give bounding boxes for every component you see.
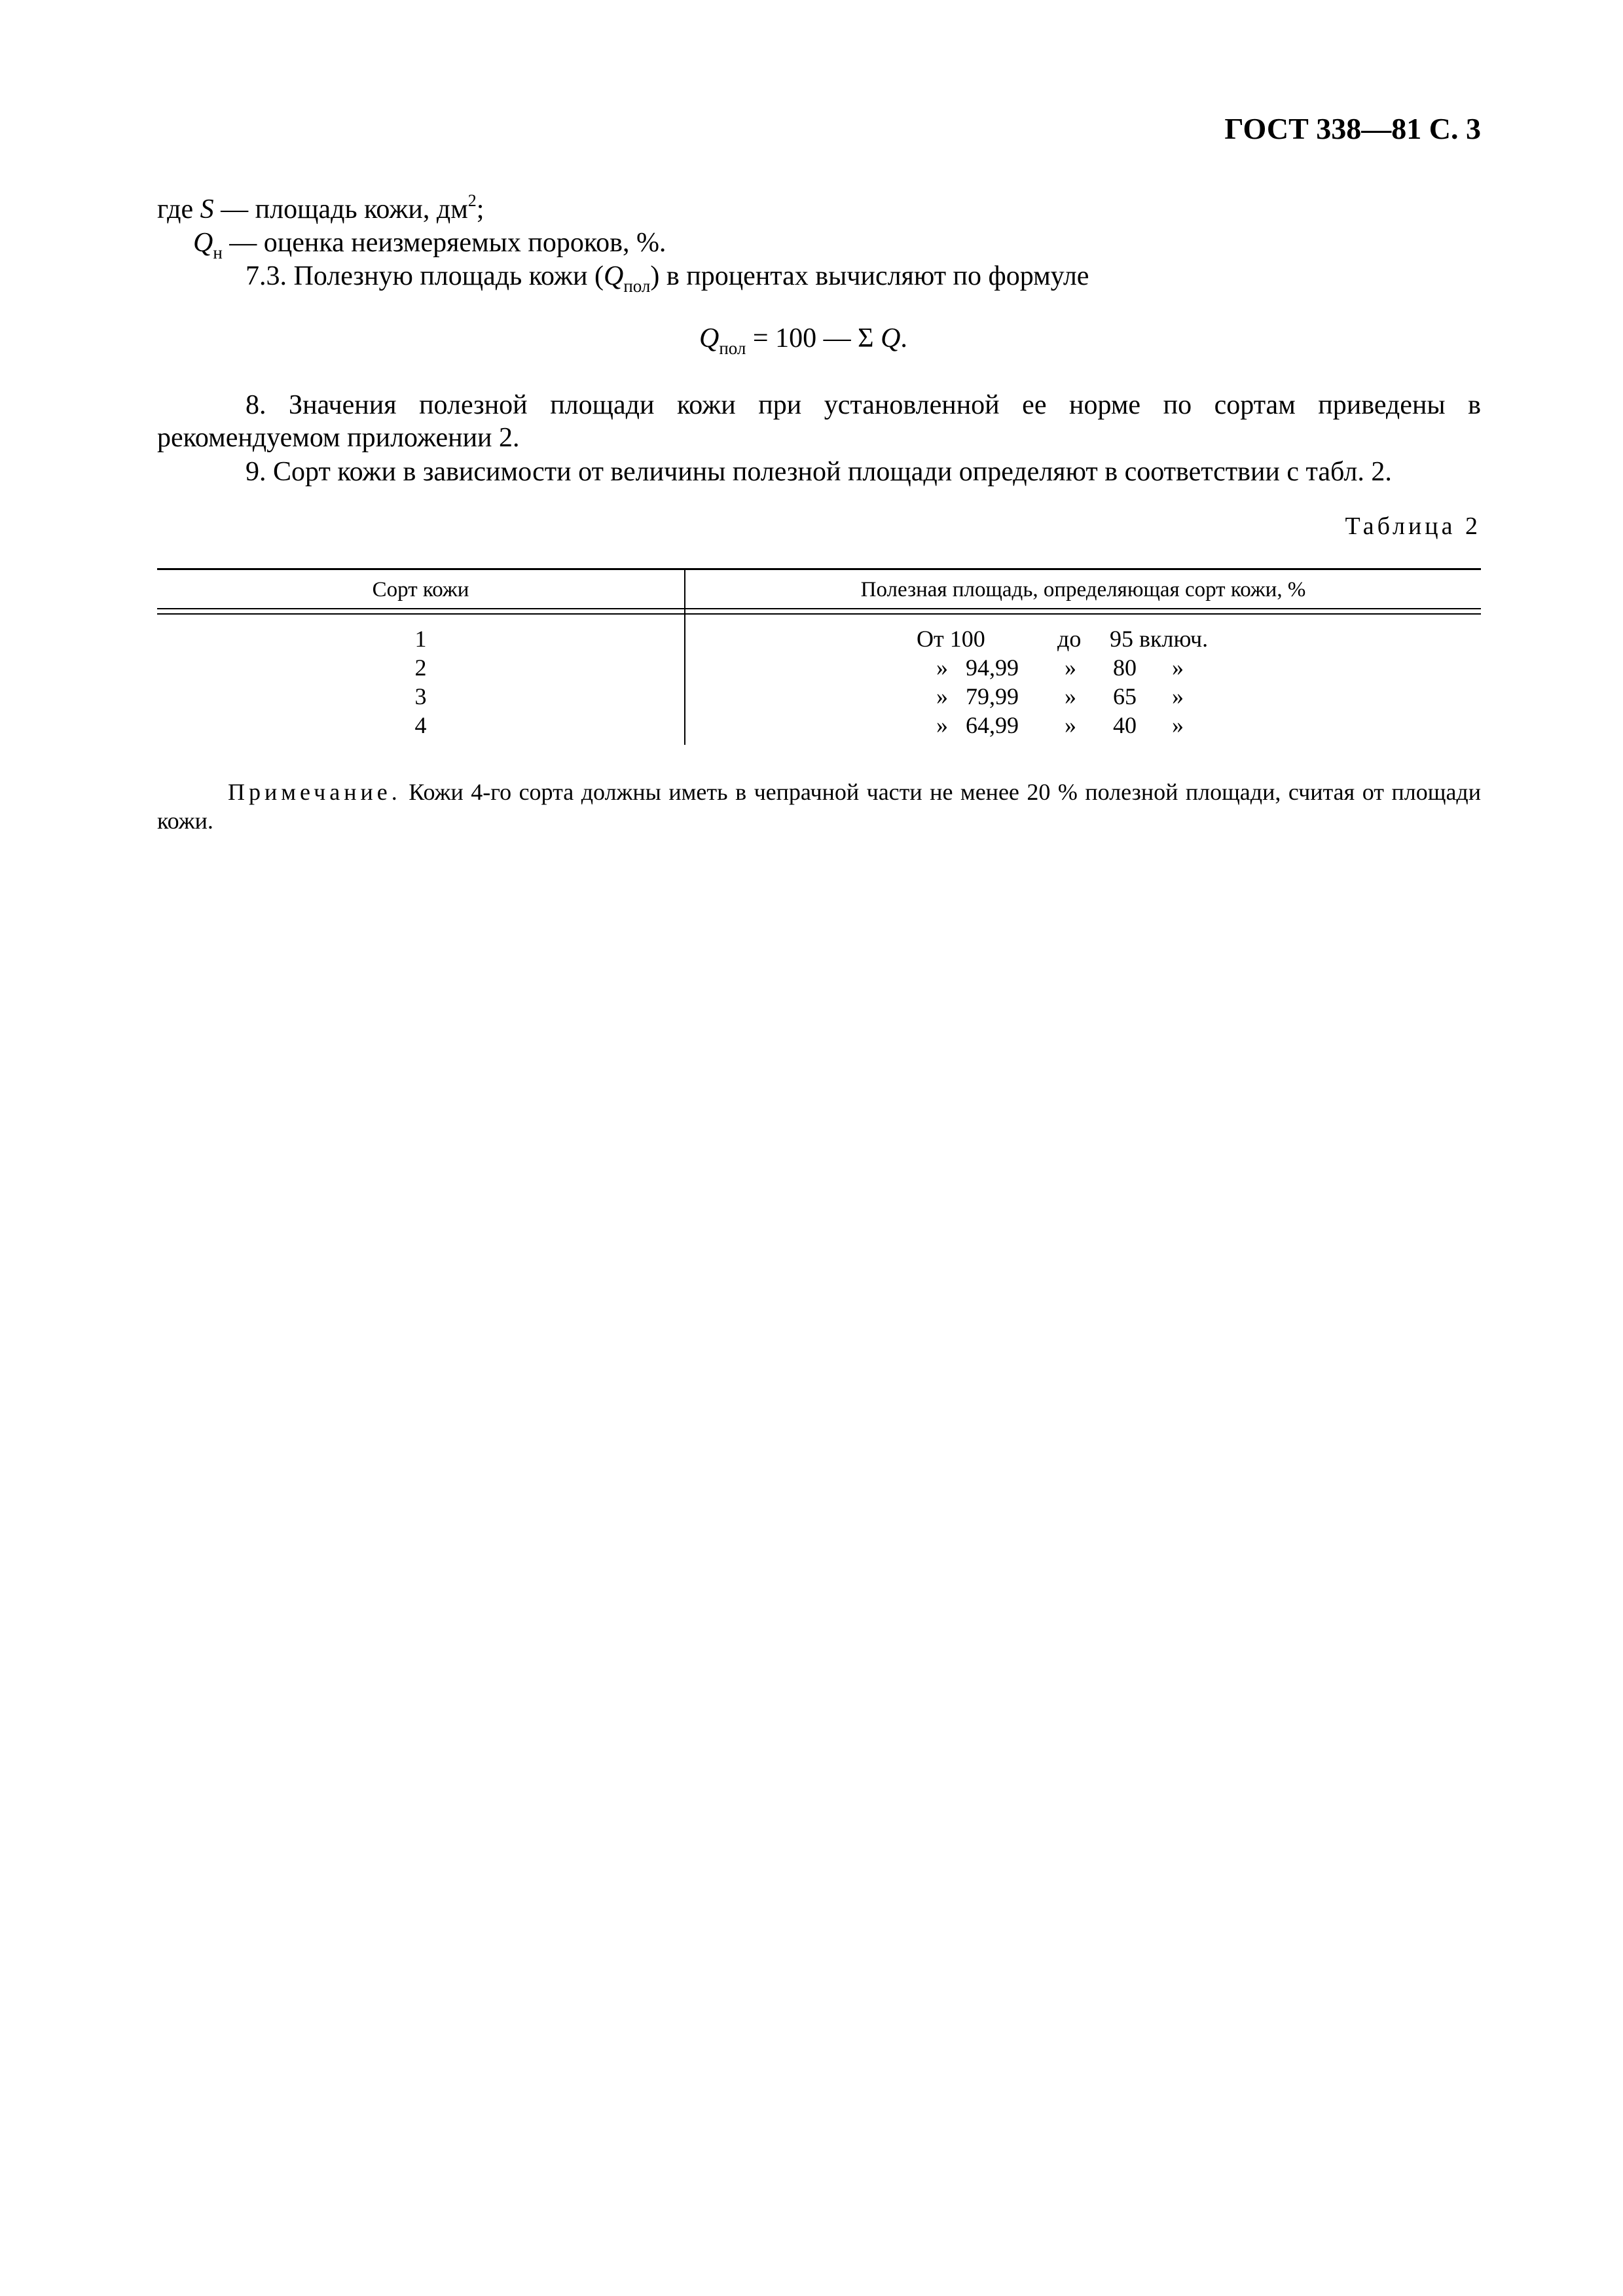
table-top-rule xyxy=(157,568,1481,570)
area-to-word-cell: до xyxy=(1057,626,1082,652)
grade-cell: 3 xyxy=(414,683,427,709)
area-to-cell: 65 xyxy=(1113,683,1137,709)
area-to-cell: 40 xyxy=(1113,712,1137,738)
note-text: Кожи 4-го сорта должны иметь в чепрачной части не менее 20 % полезной площади, считая от площади кожи. xyxy=(157,779,1481,834)
area-from-cell: » 79,99 xyxy=(936,683,1019,709)
definition-s: где S — площадь кожи, $дм^2$; xyxy=(157,191,484,224)
area-end-cell: » xyxy=(1172,683,1184,709)
paragraph-9: 9. Сорт кожи в зависимости от величины полезной площади определяют в соответствии с табл. 2. xyxy=(246,457,1392,487)
table-header-grade: Сорт кожи xyxy=(372,578,469,601)
table-note xyxy=(157,778,1481,835)
table-caption: Таблица 2 xyxy=(1345,512,1481,540)
area-to-word-cell: » xyxy=(1065,712,1076,738)
area-from-cell: » 94,99 xyxy=(936,655,1019,681)
table-header-rule-1 xyxy=(157,608,1481,609)
table-header-area: Полезная площадь, определяющая сорт кожи, % xyxy=(860,578,1306,601)
area-end-cell: » xyxy=(1172,655,1184,681)
area-to-cell: 95 включ. xyxy=(1110,626,1209,652)
paragraph-7-3: 7.3. Полезную площадь кожи $(Q_{пол})$ в процентах вычисляют по формуле xyxy=(246,261,1089,296)
area-from-cell: От 100 xyxy=(917,626,985,652)
definition-q: $Q_н$ — оценка неизмеряемых пороков, %. xyxy=(193,228,666,262)
area-from-cell: » 64,99 xyxy=(936,712,1019,738)
page-header: ГОСТ 338—81 С. 3 xyxy=(1224,112,1481,145)
table-header-rule-2 xyxy=(157,613,1481,615)
area-to-word-cell: » xyxy=(1065,683,1076,709)
note-label: Примечание. xyxy=(228,779,401,805)
paragraph-8: 8. Значения полезной площади кожи при установленной ее норме по сортам приведены в рекомендуемом приложении 2. xyxy=(157,390,1481,453)
area-end-cell: » xyxy=(1172,712,1184,738)
area-to-cell: 80 xyxy=(1113,655,1137,681)
formula: $Q_{пол} = 100$ — Σ Q. xyxy=(699,323,907,358)
area-to-word-cell: » xyxy=(1065,655,1076,681)
grade-cell: 1 xyxy=(414,626,427,652)
grade-cell: 4 xyxy=(414,712,427,738)
grade-cell: 2 xyxy=(414,655,427,681)
